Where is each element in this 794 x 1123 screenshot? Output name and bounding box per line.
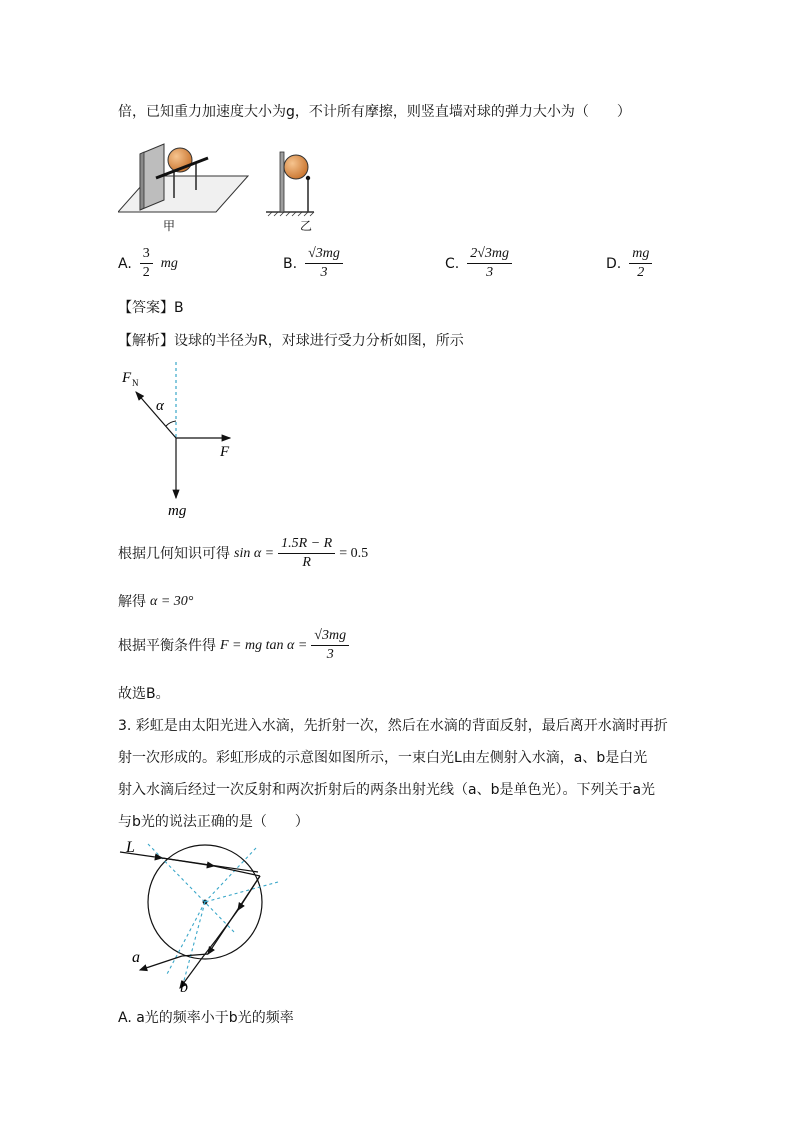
q3-line-2: 射一次形成的。彩虹形成的示意图如图所示，一束白光L由左侧射入水滴，a、b是白光 (118, 750, 648, 766)
label-l: L (126, 839, 135, 856)
option-d[interactable]: D. $\frac{mg}{2}$ (606, 246, 652, 281)
label-a: a (132, 949, 140, 966)
answer-tag: 【答案】 (118, 300, 174, 316)
q3-line-4: 与b光的说法正确的是（ ） (118, 814, 309, 830)
question-stem: 倍，已知重力加速度大小为g，不计所有摩擦，则竖直墙对球的弹力大小为（ ） (118, 104, 631, 120)
apparatus-figure (118, 140, 358, 235)
conclusion: 故选B。 (118, 686, 170, 702)
step-3: 根据平衡条件得 F = mg tan α = $\frac{√3mg}{3}$ (118, 628, 349, 663)
fn-label: F (122, 370, 132, 386)
q3-line-3: 射入水滴后经过一次反射和两次折射后的两条出射光线（a、b是单色光）。下列关于a光 (118, 782, 656, 798)
label-b: b (180, 979, 188, 996)
step-2: 解得 α = 30° (118, 594, 194, 610)
alpha-label: α (156, 398, 164, 414)
droplet-figure (118, 838, 288, 998)
figure-label-jia: 甲 (163, 219, 176, 233)
analysis-line (118, 331, 464, 351)
fn-sub-label: N (132, 378, 139, 388)
figure-label-yi: 乙 (300, 219, 313, 233)
answer-value: B (174, 300, 184, 316)
floor-plane (118, 176, 248, 212)
q3-option-a[interactable]: A. a光的频率小于b光的频率 (118, 1010, 294, 1026)
answer-line (118, 298, 184, 318)
step-1: 根据几何知识可得 sin α = $\frac{1.5R - R}{R}$ = 0.5 (118, 536, 369, 570)
option-a[interactable]: A. $\frac{3}{2}$ mg (118, 246, 178, 280)
mg-label: mg (168, 503, 187, 519)
q3-line-1: 3. 彩虹是由太阳光进入水滴，先折射一次，然后在水滴的背面反射，最后离开水滴时再折 (118, 718, 668, 734)
f-label: F (220, 444, 230, 460)
option-c[interactable]: C. $\frac{2√3mg}{3}$ (445, 246, 512, 281)
ray-a (140, 956, 182, 970)
analysis-text: 设球的半径为R，对球进行受力分析如图，所示 (174, 333, 464, 349)
force-diagram (118, 358, 248, 520)
wall-side (280, 152, 284, 212)
option-b[interactable]: B. $\frac{√3mg}{3}$ (283, 246, 343, 281)
analysis-tag: 【解析】 (118, 333, 174, 349)
